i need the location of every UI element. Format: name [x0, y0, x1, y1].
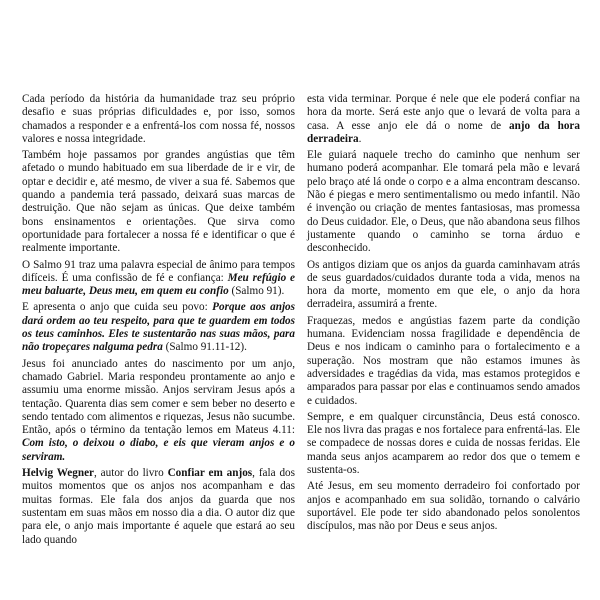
- text-segment-normal: (Salmo 91.11-12).: [162, 341, 247, 354]
- text-segment-normal: E apresenta o anjo que cuida seu povo:: [22, 301, 213, 314]
- text-segment-bold-italic: Meu refúgio e meu baluarte, Deus meu, em quem eu confio: [22, 271, 295, 298]
- text-segment-normal: .: [358, 132, 362, 145]
- paragraph: [307, 93, 580, 146]
- text-segment-bold-italic: Com isto, o deixou o diabo, e eis que vieram anjos e o serviram.: [22, 437, 295, 463]
- text-columns: [22, 93, 580, 550]
- text-segment-normal: Ele guiará naquele trecho do caminho que nenhum ser humano poderá acompanhar. Ele tomará pela mão e levará pelo braço até lá onde o corpo e a alma encontram descanso. Não é piegas e mero sentimentalismo ou medo infantil. Não é invenção ou criação de mentes fantasiosas, mas promessa do Deus cuidador. Ele, o Deus, que não abandona seus filhos justamente quando o caminho se torna árduo e desconhecido.: [307, 149, 580, 255]
- text-segment-normal: esta vida terminar. Porque é nele que ele poderá confiar na hora da morte. Será este anjo que o levará de volta para a casa. A esse anjo ele dá o nome de: [307, 93, 580, 132]
- paragraph: [307, 411, 580, 477]
- text-segment-normal: Fraquezas, medos e angústias fazem parte da condição humana. Evidenciam nossa fragilidade e dependência de Deus e nos indicam o caminho para o fortalecimento e a superação. Nos mostram que não estamos imunes às adversidades e tragédias da vida, mas estamos protegidos e amparados para passar por elas e continuamos sendo amados e cuidados.: [307, 314, 580, 407]
- text-segment-normal: O Salmo 91 traz uma palavra especial de ânimo para tempos difíceis. É uma confissão de fé e confiança:: [22, 258, 295, 284]
- text-segment-normal: , autor do livro: [94, 467, 168, 480]
- text-segment-normal: Sempre, e em qualquer circunstância, Deus está conosco. Ele nos livra das pragas e nos fortalece para enfrentá-las. Ele se compadece de nossas dores e cuida de nossas feridas. Ele manda seus anjos acamparem ao redor dos que o temem e sustenta-os.: [307, 410, 580, 477]
- text-segment-normal: Cada período da história da humanidade traz seu próprio desafio e suas próprias dificuldades e, por isso, somos chamados a responder e a enfrentá-los com nossa fé, nossos valores e nossa integridade.: [22, 93, 295, 145]
- text-segment-normal: (Salmo 91).: [228, 285, 285, 298]
- paragraph: [307, 259, 580, 312]
- paragraph: [22, 358, 295, 464]
- text-segment-bold-italic: Porque aos anjos dará ordem ao teu respeito, para que te guardem em todos os teus caminhos. Eles te sustentarão nas suas mãos, para não tropeçares nalguma pedra: [22, 301, 295, 354]
- paragraph: [22, 467, 295, 547]
- right-column: [307, 93, 580, 550]
- text-segment-bold: Confiar em anjos: [167, 467, 253, 480]
- text-segment-normal: Jesus foi anunciado antes do nascimento por um anjo, chamado Gabriel. Maria respondeu prontamente ao anjo e assumiu uma enorme missão. Anjos serviram Jesus após a tentação. Quarenta dias sem comer e sem beber no deserto e sendo tentado com alimentos e riquezas, Jesus não sucumbe. Então, após o término da tentação lemos em Mateus 4.11:: [22, 357, 295, 437]
- text-segment-normal: Até Jesus, em seu momento derradeiro foi confortado por anjos e acompanhado em sua solidão, tornando o calvário suportável. Ele pode ter sido abandonado pelos sonolentos discípulos, mas não por Deus e seus anjos.: [307, 480, 580, 533]
- text-segment-bold: anjo da hora derradeira: [307, 119, 580, 145]
- paragraph: [307, 315, 580, 408]
- paragraph: [22, 301, 295, 354]
- paragraph: [22, 93, 295, 146]
- paragraph: [22, 259, 295, 299]
- text-segment-bold: Helvig Wegner: [22, 467, 95, 480]
- left-column: [22, 93, 295, 550]
- text-segment-normal: , fala dos muitos momentos que os anjos nos acompanham e das muitas formas. Ele fala dos anjos da guarda que nos sustentam em suas mãos em nosso dia a dia. O autor diz que para ele, o anjo mais importante é aquele que estará ao seu lado quando: [22, 467, 296, 546]
- paragraph: [22, 149, 295, 255]
- paragraph: [307, 149, 580, 255]
- text-segment-normal: Os antigos diziam que os anjos da guarda caminhavam atrás de seus guardados/cuidados durante toda a vida, menos na hora da morte, momento em que ele, o anjo da hora derradeira, assumirá a frente.: [307, 258, 580, 311]
- text-segment-normal: Também hoje passamos por grandes angústias que têm afetado o mundo habituado em sua liberdade de ir e vir, de optar e decidir e, até mesmo, de viver a sua fé. Sabemos que quando a pandemia terá passado, deixará suas marcas de destruição. Que não sejam as únicas. Que deixe também bons ensinamentos e orientações. Que sirva como oportunidade para fortalecer a nossa fé e identificar o que é realmente importante.: [22, 149, 295, 255]
- paragraph: [307, 480, 580, 533]
